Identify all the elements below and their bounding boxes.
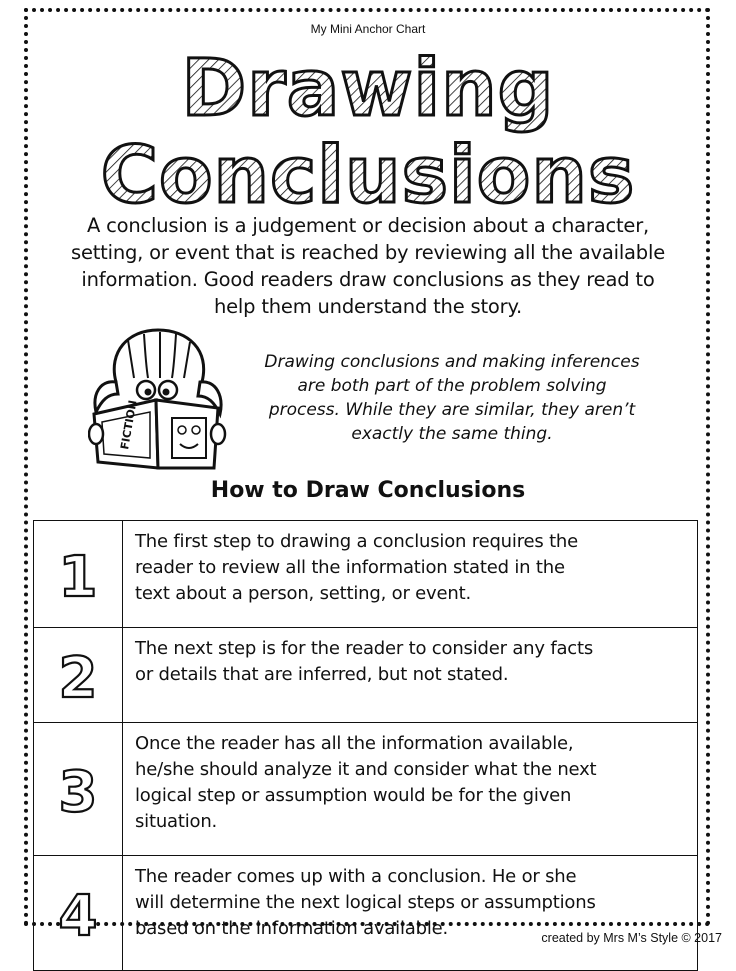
step-text [123, 628, 698, 723]
step-line: text about a person, setting, or event. [135, 583, 471, 604]
table-row [34, 856, 698, 971]
step-number-cell [34, 628, 123, 723]
book-label: FICTION [118, 399, 140, 451]
step-number [48, 542, 108, 606]
step-number-cell [34, 856, 123, 971]
step-line: he/she should analyze it and consider what the next [135, 759, 597, 780]
table-row [34, 723, 698, 856]
table-row [34, 521, 698, 628]
intro-line: setting, or event that is reached by reviewing all the available [70, 241, 665, 264]
step-line: situation. [135, 811, 218, 832]
step-number-text: 4 [58, 884, 98, 945]
step-line: The first step to drawing a conclusion requires the [135, 531, 579, 552]
note-line: process. While they are similar, they aren’t [268, 400, 636, 420]
step-text [123, 723, 698, 856]
step-number [48, 643, 108, 707]
step-number-cell [34, 521, 123, 628]
step-line: based on the information available. [135, 918, 449, 939]
step-line: Once the reader has all the information available, [135, 733, 574, 754]
top-label: My Mini Anchor Chart [310, 22, 426, 36]
note-paragraph [222, 350, 682, 446]
step-line: logical step or assumption would be for the given [135, 785, 572, 806]
step-number-text: 2 [58, 646, 98, 707]
title-line-1: Drawing [181, 44, 555, 134]
step-line: The next step is for the reader to consider any facts [135, 638, 594, 659]
step-number-cell [34, 723, 123, 856]
steps-table [33, 520, 698, 971]
step-text [123, 856, 698, 971]
reading-character-icon [88, 322, 228, 470]
step-line: The reader comes up with a conclusion. He or she [135, 866, 577, 887]
intro-line: information. Good readers draw conclusions as they read to [81, 268, 655, 291]
step-number [48, 757, 108, 821]
steps-heading: How to Draw Conclusions [210, 478, 526, 503]
intro-line: help them understand the story. [213, 295, 523, 318]
step-text [123, 521, 698, 628]
note-line: Drawing conclusions and making inferences [264, 352, 640, 372]
title-line-2: Conclusions [100, 131, 636, 215]
intro-paragraph [36, 212, 700, 320]
intro-line: A conclusion is a judgement or decision about a character, [86, 214, 650, 237]
step-line: or details that are inferred, but not stated. [135, 664, 509, 685]
table-row [34, 628, 698, 723]
note-line: exactly the same thing. [351, 424, 553, 444]
step-number-text: 1 [58, 545, 98, 606]
step-number [48, 881, 108, 945]
step-line: reader to review all the information stated in the [135, 557, 565, 578]
page-title [0, 40, 736, 215]
credit-line: created by Mrs M’s Style © 2017 [541, 931, 722, 945]
step-line: will determine the next logical steps or assumptions [135, 892, 596, 913]
note-line: are both part of the problem solving [297, 376, 607, 396]
step-number-text: 3 [58, 760, 98, 821]
